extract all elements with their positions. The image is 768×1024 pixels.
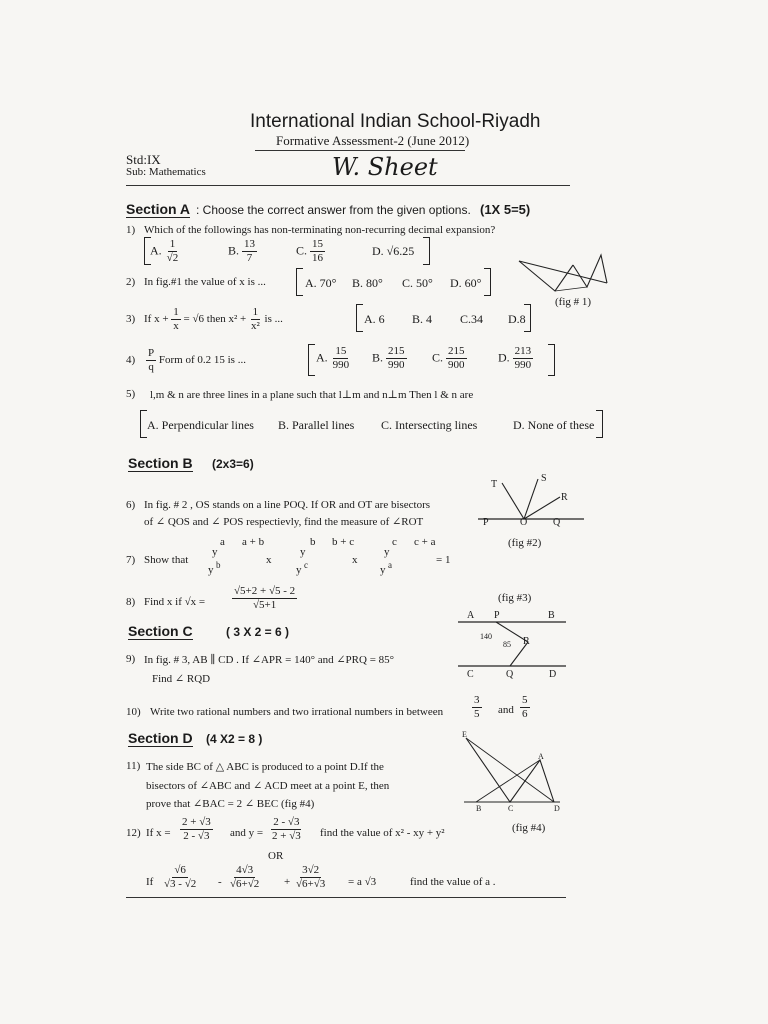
q4-b-den: 990	[388, 359, 405, 371]
q1-text: Which of the followings has non-terminating non-recurring decimal expansion?	[144, 224, 496, 236]
q4-number: 4)	[126, 354, 136, 366]
q7-exp-c: c	[392, 536, 397, 548]
q7-times-1: x	[266, 554, 272, 566]
q12-alt-f2-num: 4√3	[236, 864, 254, 876]
q5-option-a: A. Perpendicular lines	[147, 418, 254, 432]
q9-line-1: In fig. # 3, AB ∥ CD . If ∠APR = 140° and ∠PRQ = 85°	[144, 654, 395, 666]
q4-b-num: 215	[388, 345, 405, 357]
q4-option-b	[372, 345, 407, 372]
q1-a-den: √2	[166, 252, 179, 264]
q12-alt-f1-num: √6	[174, 864, 186, 876]
q4-b-label: B.	[372, 350, 384, 365]
q12-alt-fraction-1	[162, 864, 198, 891]
q7-y-num-3: y	[384, 546, 390, 558]
q8-fraction	[232, 585, 297, 612]
q4-c-label: C.	[432, 350, 444, 365]
header-underline	[255, 150, 465, 151]
q4-bracket-left	[308, 344, 315, 376]
q10-fraction-1	[472, 694, 482, 721]
q10-f1-den: 5	[474, 708, 480, 720]
section-a-instruction: : Choose the correct answer from the given options.	[196, 203, 471, 217]
q4-d-label: D.	[498, 350, 510, 365]
q11-line-3: prove that ∠BAC = 2 ∠ BEC (fig #4)	[146, 798, 315, 810]
q4-option-c	[432, 345, 467, 372]
fig3-angle-85: 85	[503, 640, 511, 649]
q12-if: If	[146, 876, 154, 888]
fig2-label-q: Q	[553, 517, 561, 528]
q3-frac-num: 1	[173, 306, 179, 318]
q2-option-b: B. 80°	[352, 276, 383, 290]
q12-alt-f3-den: √6+√3	[296, 878, 326, 890]
q8-number: 8)	[126, 596, 136, 608]
q12-text-c: find the value of x² - xy + y²	[320, 827, 445, 839]
q7-y-den-2: y	[296, 564, 302, 576]
q3-option-c: C.34	[460, 312, 484, 326]
figure-2-caption: (fig #2)	[508, 537, 542, 549]
q3-bracket-left	[356, 304, 363, 332]
q10-fraction-2	[520, 694, 530, 721]
q12-text-b: and y =	[230, 827, 264, 839]
q1-option-d: D. √6.25	[372, 244, 415, 258]
q7-den-exp-c: c	[304, 560, 308, 570]
q10-number: 10)	[126, 706, 141, 718]
school-name: International Indian School-Riyadh	[250, 111, 541, 132]
q2-bracket-right	[484, 268, 491, 296]
q12-alt-fraction-2	[228, 864, 261, 891]
q5-option-d: D. None of these	[513, 418, 595, 432]
q3-text-b: = √6 then x² +	[183, 313, 247, 326]
q12-y-den: 2 + √3	[272, 830, 301, 842]
q3-number: 3)	[126, 313, 136, 325]
section-d-title: Section D	[128, 730, 193, 746]
q12-x-den: 2 - √3	[183, 830, 210, 842]
figure-3	[456, 612, 568, 672]
q7-den-exp-b: b	[216, 560, 221, 570]
q3-text-c: is ...	[264, 313, 283, 326]
q2-text: In fig.#1 the value of x is ...	[144, 276, 266, 288]
q7-y-num-1: y	[212, 546, 218, 558]
fig3-angle-140: 140	[480, 632, 492, 641]
figure-1-caption: (fig # 1)	[555, 296, 592, 308]
fig2-label-o: O	[520, 517, 528, 528]
q5-option-c: C. Intersecting lines	[381, 418, 478, 432]
q1-number: 1)	[126, 224, 136, 236]
q12-alt-plus: +	[284, 876, 291, 888]
q4-p: P	[148, 347, 155, 359]
q11-line-2: bisectors of ∠ABC and ∠ ACD meet at a point E, then	[146, 780, 390, 792]
q4-expression	[146, 347, 246, 374]
q4-a-num: 15	[335, 345, 347, 357]
q6-line-1: In fig. # 2 , OS stands on a line POQ. If OR and OT are bisectors	[144, 499, 431, 511]
q7-times-2: x	[352, 554, 358, 566]
q7-text: Show that	[144, 554, 189, 566]
q3-frac2-num: 1	[252, 306, 259, 318]
q5-text: l,m & n are three lines in a plane such that l⊥m and n⊥m Then l & n are	[150, 389, 474, 401]
q4-q: q	[148, 361, 154, 373]
subject-label: Sub: Mathematics	[126, 166, 206, 178]
q7-equals: = 1	[436, 554, 451, 566]
footer-rule	[126, 897, 566, 898]
section-d-marks: (4 X2 = 8 )	[206, 732, 263, 746]
q12-alt-f2-den: √6+√2	[230, 878, 260, 890]
q4-a-den: 990	[332, 359, 350, 371]
q4-option-d	[498, 345, 533, 372]
q3-option-d: D.8	[508, 312, 526, 326]
fig2-label-s: S	[541, 473, 547, 484]
q4-text: Form of 0.2 15 is ...	[158, 354, 246, 367]
q3-text-a: If x +	[144, 313, 169, 326]
section-c-title: Section C	[128, 623, 193, 639]
fig3-label-c: C	[467, 669, 474, 680]
q2-option-d: D. 60°	[450, 276, 482, 290]
q3-bracket-right	[524, 304, 531, 332]
q1-a-num: 1	[169, 238, 176, 250]
fig3-label-d: D	[549, 669, 557, 680]
q1-c-den: 16	[312, 252, 324, 264]
fig4-label-a: A	[538, 752, 544, 761]
figure-4-caption: (fig #4)	[512, 822, 546, 834]
q1-option-c-label: C.	[296, 243, 308, 258]
q8-text: Find x if √x =	[144, 596, 206, 608]
section-b-title: Section B	[128, 455, 193, 471]
figure-4	[462, 730, 562, 806]
q7-number: 7)	[126, 554, 136, 566]
section-a-marks: (1X 5=5)	[480, 202, 531, 217]
fig4-label-c: C	[508, 804, 514, 813]
q2-bracket-left	[296, 268, 303, 296]
q1-c-num: 15	[312, 238, 324, 250]
fig3-label-q: Q	[506, 669, 514, 680]
q2-option-a: A. 70°	[305, 276, 337, 290]
q3-frac-den: x	[173, 320, 179, 332]
fig3-label-r: R	[523, 636, 530, 647]
q5-bracket-left	[140, 410, 147, 438]
q4-c-num: 215	[448, 345, 465, 357]
q4-c-den: 900	[448, 359, 465, 371]
q1-option-a	[150, 238, 180, 265]
q7-exp-a: a	[220, 536, 225, 548]
fig3-label-a: A	[467, 610, 475, 621]
q10-and: and	[498, 704, 514, 716]
q12-alt-equals: = a √3	[348, 876, 377, 888]
q8-num: √5+2 + √5 - 2	[234, 585, 296, 597]
q12-or: OR	[268, 850, 284, 862]
fig3-label-p: P	[494, 610, 500, 621]
section-c-marks: ( 3 X 2 = 6 )	[226, 625, 290, 639]
q1-option-b-label: B.	[228, 243, 240, 258]
q9-line-2: Find ∠ RQD	[152, 673, 211, 685]
fig4-label-e: E	[462, 730, 467, 739]
q4-d-den: 990	[514, 359, 532, 371]
q1-b-den: 7	[246, 252, 253, 264]
q12-x-num: 2 + √3	[182, 816, 211, 828]
q1-option-b	[228, 238, 257, 265]
q5-number: 5)	[126, 388, 136, 400]
q12-x-fraction	[180, 816, 213, 843]
q12-alt-f1-den: √3 - √2	[164, 878, 197, 890]
header-rule	[126, 185, 570, 186]
q7-y-den-1: y	[208, 564, 214, 576]
fig4-label-d: D	[554, 804, 560, 813]
section-a-title: Section A	[126, 201, 191, 217]
q1-b-num: 13	[244, 238, 256, 250]
fig2-label-p: P	[483, 517, 489, 528]
q2-option-c: C. 50°	[402, 276, 433, 290]
figure-3-caption: (fig #3)	[498, 592, 532, 604]
q12-alt-minus: -	[218, 876, 222, 888]
q7-exp-b: b	[310, 536, 316, 548]
q10-f2-num: 5	[522, 694, 528, 706]
q3-frac2-den: x²	[250, 320, 260, 332]
q12-alt-f3-num: 3√2	[302, 864, 320, 876]
q10-text: Write two rational numbers and two irrational numbers in between	[150, 706, 444, 718]
fig3-label-b: B	[548, 610, 555, 621]
q7-den-exp-a: a	[388, 560, 392, 570]
q12-number: 12)	[126, 827, 141, 839]
q12-alt-tail: find the value of a .	[410, 876, 496, 888]
q4-d-num: 213	[514, 345, 532, 357]
q3-option-a: A. 6	[364, 312, 385, 326]
q5-bracket-right	[596, 410, 603, 438]
q6-number: 6)	[126, 499, 136, 511]
q5-option-b: B. Parallel lines	[278, 418, 355, 432]
q6-line-2: of ∠ QOS and ∠ POS respectievly, find the measure of ∠ROT	[144, 516, 424, 528]
q7-y-den-3: y	[380, 564, 386, 576]
fig2-label-r: R	[561, 492, 568, 503]
q3-option-b: B. 4	[412, 312, 433, 326]
fig4-label-b: B	[476, 804, 482, 813]
fig2-label-t: T	[491, 479, 498, 490]
section-b-marks: (2x3=6)	[212, 457, 254, 471]
q7-exp-a-plus-b: a + b	[242, 536, 265, 548]
std-label: Std:IX	[126, 152, 161, 167]
q3-expression	[144, 306, 283, 333]
q4-bracket-right	[548, 344, 555, 376]
q7-exp-b-plus-c: b + c	[332, 536, 355, 548]
q12-text-a: If x =	[146, 827, 171, 839]
q7-y-num-2: y	[300, 546, 306, 558]
q12-y-fraction	[270, 816, 303, 843]
q11-number: 11)	[126, 760, 141, 772]
q8-den: √5+1	[252, 599, 277, 611]
q9-number: 9)	[126, 653, 136, 665]
q4-a-label: A.	[316, 350, 328, 365]
q11-line-1: The side BC of △ ABC is produced to a point D.If the	[146, 761, 384, 773]
q2-number: 2)	[126, 276, 136, 288]
q4-option-a	[316, 345, 351, 372]
q1-option-c	[296, 238, 325, 265]
q1-bracket-right	[423, 237, 430, 265]
q7-exp-c-plus-a: c + a	[414, 536, 436, 548]
q1-option-a-label: A.	[150, 243, 162, 258]
q10-f1-num: 3	[474, 694, 480, 706]
exam-title: Formative Assessment-2 (June 2012)	[276, 133, 470, 148]
handwritten-title: W. Sheet	[332, 153, 438, 181]
q12-alt-fraction-3	[294, 864, 327, 891]
q12-y-num: 2 - √3	[273, 816, 300, 828]
q10-f2-den: 6	[522, 708, 528, 720]
